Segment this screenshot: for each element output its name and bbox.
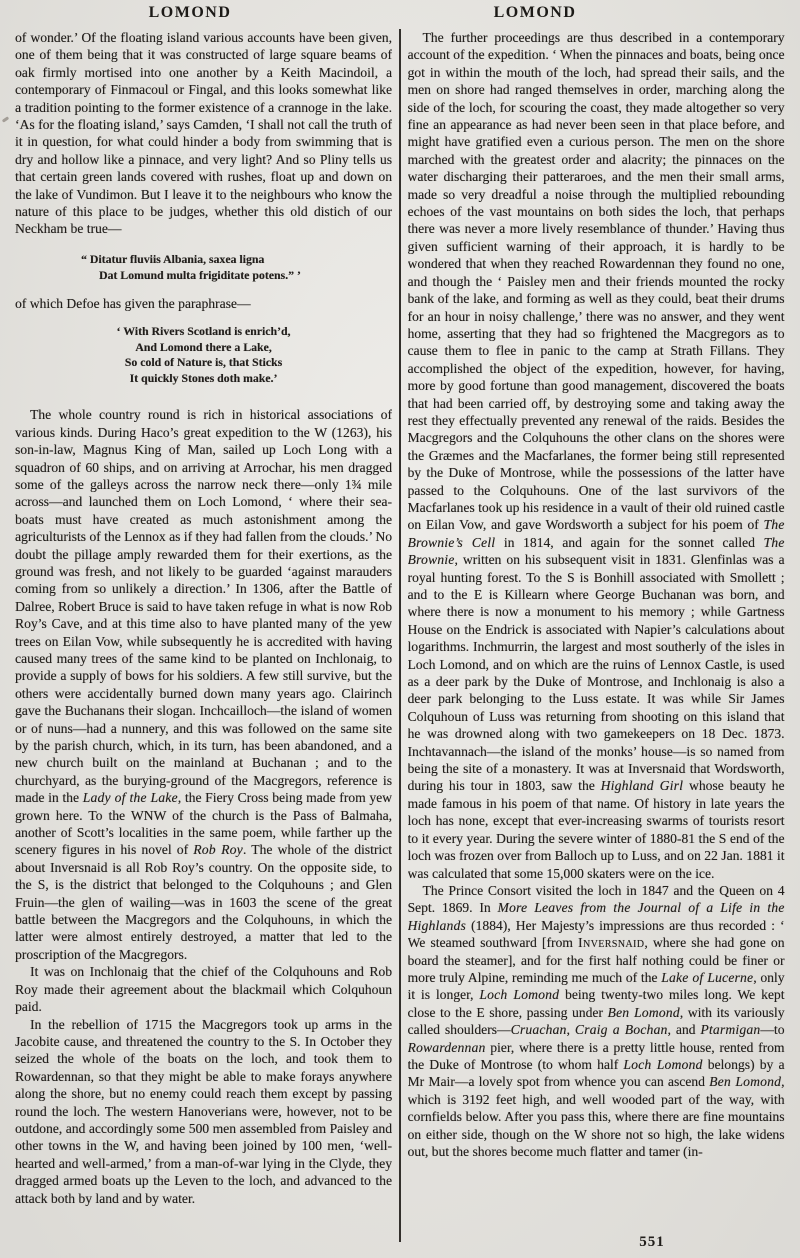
paragraph: The Prince Consort visited the loch in 1847 and the Queen on 4 Sept. 1869. In More Leaves from the Journal of a Life in the Highlands (1884), Her Majesty’s impressions are thus recorded : ‘ We steamed southward [from Inversnaid, where she had gone on board the steamer], and for the first half nothing could be finer or more truly Alpine, reminding me much of the Lake of Lucerne, only it is longer, Loch Lomond being twenty-two miles long. We kept close to the E shore, passing under Ben Lomond, with its variously called shoulders—Cruachan, Craig a Bochan, and Ptarmigan—to Rowardennan pier, where there is a pretty little house, rented from the Duke of Montrose (to whom half Loch Lomond belongs) by a Mr Mair—a lovely spot from whence you can ascend Ben Lomond, which is 3192 feet high, and well wooded part of the way, with cornfields below. After you pass this, where there are fine mountains on either side, though on the W shore not so high, the lake widens out, but the shores become much flatter and tamer (in-	[407, 882, 785, 1159]
scan-blemish	[2, 116, 9, 122]
page-number: 551	[639, 1234, 665, 1250]
paragraph: In the rebellion of 1715 the Macgregors took up arms in the Jacobite cause, and threatened the country to the S. In October they seized the whole of the boats on the loch, and took them to Rowardennan, so that they might be able to make forays anywhere along the shore, but no enemy could reach them except by passing round the loch. The western Hanoverians were, however, not to be outdone, and accordingly some 500 men assembled from Paisley and other towns in the W, and having been joined by 100 men, ‘well-hearted and well-armed,’ from a man-of-war lying in the Clyde, they dragged armed boats up the Leven to the loch, and advanced to the attack both by land and by water.	[15, 1016, 392, 1206]
column-divider-rule	[399, 29, 401, 1242]
latin-quote-block	[15, 251, 392, 283]
running-head-left: LOMOND	[148, 4, 232, 21]
paragraph: of which Defoe has given the paraphrase—	[15, 295, 251, 311]
text-columns	[15, 29, 785, 1242]
verse-line: So cold of Nature is, that Sticks	[124, 355, 283, 370]
paragraph: of wonder.’ Of the floating island various accounts have been given, one of them being that it was constructed of large square beams of oak firmly mortised into one another by a Keith Macindoil, a contemporary of Finmacoul or Fingal, and this looks somewhat like a tradition pointing to the former existence of a crannoge in the lake. ‘As for the floating island,’ says Camden, ‘I shall not call the truth of it in question, for what could hinder a body from swimming that is dry and hollow like a pinnace, and very light? And so Pliny tells us that certain green lands covered with rushes, float up and down on the lake of Vundimon. But I leave it to the neighbours who know the nature of this place to be judges, whether this old distich of our Neckham be true—	[15, 30, 392, 237]
verse-line: ‘ With Rivers Scotland is enrich’d,	[116, 324, 291, 339]
running-head-right: LOMOND	[493, 4, 577, 21]
paragraph: It was on Inchlonaig that the chief of the Colquhouns and Rob Roy made their agreement about the blackmail which Colquhoun paid.	[15, 964, 392, 1015]
right-column	[408, 29, 785, 1242]
paragraph: The further proceedings are thus described in a contemporary account of the expedition. ‘ When the pinnaces and boats, being once got in within the mouth of the loch, had spread their sails, and the men on shore had ranged themselves in order, marching along the side of the loch, for scouring the coast, they made altogether so very fine an appearance as had never been seen in that place before, and might have gratified even a curious person. The men on the shore marched with the greatest order and alacrity; the pinnaces on the water discharging their patteraroes, and the men their small arms, made so very dreadful a noise through the multiplied rebounding echoes of the vast mountains on both sides the loch, that perhaps there was never a more lively resemblance of thunder.’ Having thus given sufficient warning of their approach, it is hardly to be wondered that when they reached Rowardennan they found no one, and though the ‘ Paisley men and their friends mounted the rocky bank of the lake, and forming as well as they could, beat their drums for an hour in noisy challenge,’ there was no answer, and they went home, asserting that they had so frightened the Macgregors as to cause them to flee in panic to the camp at Strath Fillans. They accomplished the object of the expedition, however, for having, more by good fortune than good management, discovered the boats that had been carried off, by destroying some and taking away the rest they effectually prevented any renewal of the raids. Besides the Macgregors and the Colquhouns the other clans on the shores were the Græmes and the Macfarlanes, the former being still represented by the Duke of Montrose, while the possessions of the latter have passed to the Colquhouns. One of the last survivors of the Macfarlanes took up his residence in a vault of their old ruined castle on Eilan Vow, and gave Wordsworth a subject for his poem of The Brownie’s Cell in 1814, and again for the sonnet called The Brownie, written on his subsequent visit in 1831. Glenfinlas was a royal hunting forest. To the S is Bonhill associated with Smollett ; and to the E is Killearn where George Buchanan was born, and where there is now a monument to his memory ; while Gartness House on the Endrick is associated with Napier’s calculations about logarithms. Inchmurrin, the largest and most southerly of the isles in Loch Lomond, and on which are the ruins of Lennox Castle, is used as a deer park by the Duke of Montrose, and Inchlonaig is also a deer park belonging to the Luss estate. It was while Sir James Colquhoun of Luss was returning from shooting on this island that he was drowned along with two gamekeepers on 18 Dec. 1873. Inchtavannach—the island of the monks’ house—is so named from being the site of a monastery. It was at Inversnaid that Wordsworth, during his tour in 1803, saw the Highland Girl whose beauty he made famous in his poem of that name. Of history in late years the loch has none, except that ever-increasing swarms of tourists resort to it every year. During the severe winter of 1880-81 the S end of the loch was frozen over from Balloch up to Luss, and on 22 Jan. 1881 it was calculated that some 15,000 skaters were on the ice.	[407, 30, 785, 881]
verse-line: And Lomond there a Lake,	[135, 339, 272, 354]
verse-line: Dat Lomund multa frigiditate potens.” ’	[99, 267, 301, 282]
verse-block	[15, 324, 392, 386]
verse-line: “ Ditatur fluviis Albania, saxea ligna	[81, 251, 265, 266]
verse-line: It quickly Stones doth make.’	[129, 370, 278, 385]
paragraph: The whole country round is rich in historical associations of various kinds. During Haco’s great expedition to the W (1263), his son-in-law, Magnus King of Man, sailed up Loch Long with a squadron of 60 ships, and on arriving at Arrochar, his men dragged some of the galleys across the narrow neck there—only 1¾ mile across—and launched them on Loch Lomond, ‘ where their sea-boats must have created as much astonishment among the agriculturists of the Lennox as if they had fallen from the clouds.’ No doubt the pillage amply rewarded them for their exertions, as the ground was fresh, and not likely to be guarded ‘against marauders coming from so unlikely a direction.’ In 1306, after the Battle of Dalree, Robert Bruce is said to have taken refuge in what is now Rob Roy’s Cave, and at this time also to have planted many of the yew trees on Eilan Vow, while subsequently he is accredited with having caused many trees of the same kind to be planted on Inchlonaig, to provide a supply of bows for his soldiers. A few still survive, but the others were accidentally burned down many years ago. Clairinch gave the Buchanans their slogan. Inchcailloch—the island of women or of nuns—had a nunnery, and this was followed on the same site by the parish church, which, in its turn, has been abandoned, and a new church built on the mainland at Buchanan ; and to the churchyard, as the burying-ground of the Macgregors, reference is made in the Lady of the Lake, the Fiery Cross being made from yew grown here. To the WNW of the church is the Pass of Balmaha, another of Scott’s localities in the same poem, while farther up the scenery figures in his novel of Rob Roy. The whole of the district about Inversnaid is all Rob Roy’s country. On the opposite side, to the S, is the district that belonged to the Colquhouns ; and Glen Fruin—the glen of wailing—was in 1603 the scene of the great battle between the Macgregors and the Colquhouns, in which the latter were almost entirely destroyed, a matter that led to the proscription of the Macgregors.	[15, 407, 392, 962]
left-column	[15, 29, 392, 1242]
